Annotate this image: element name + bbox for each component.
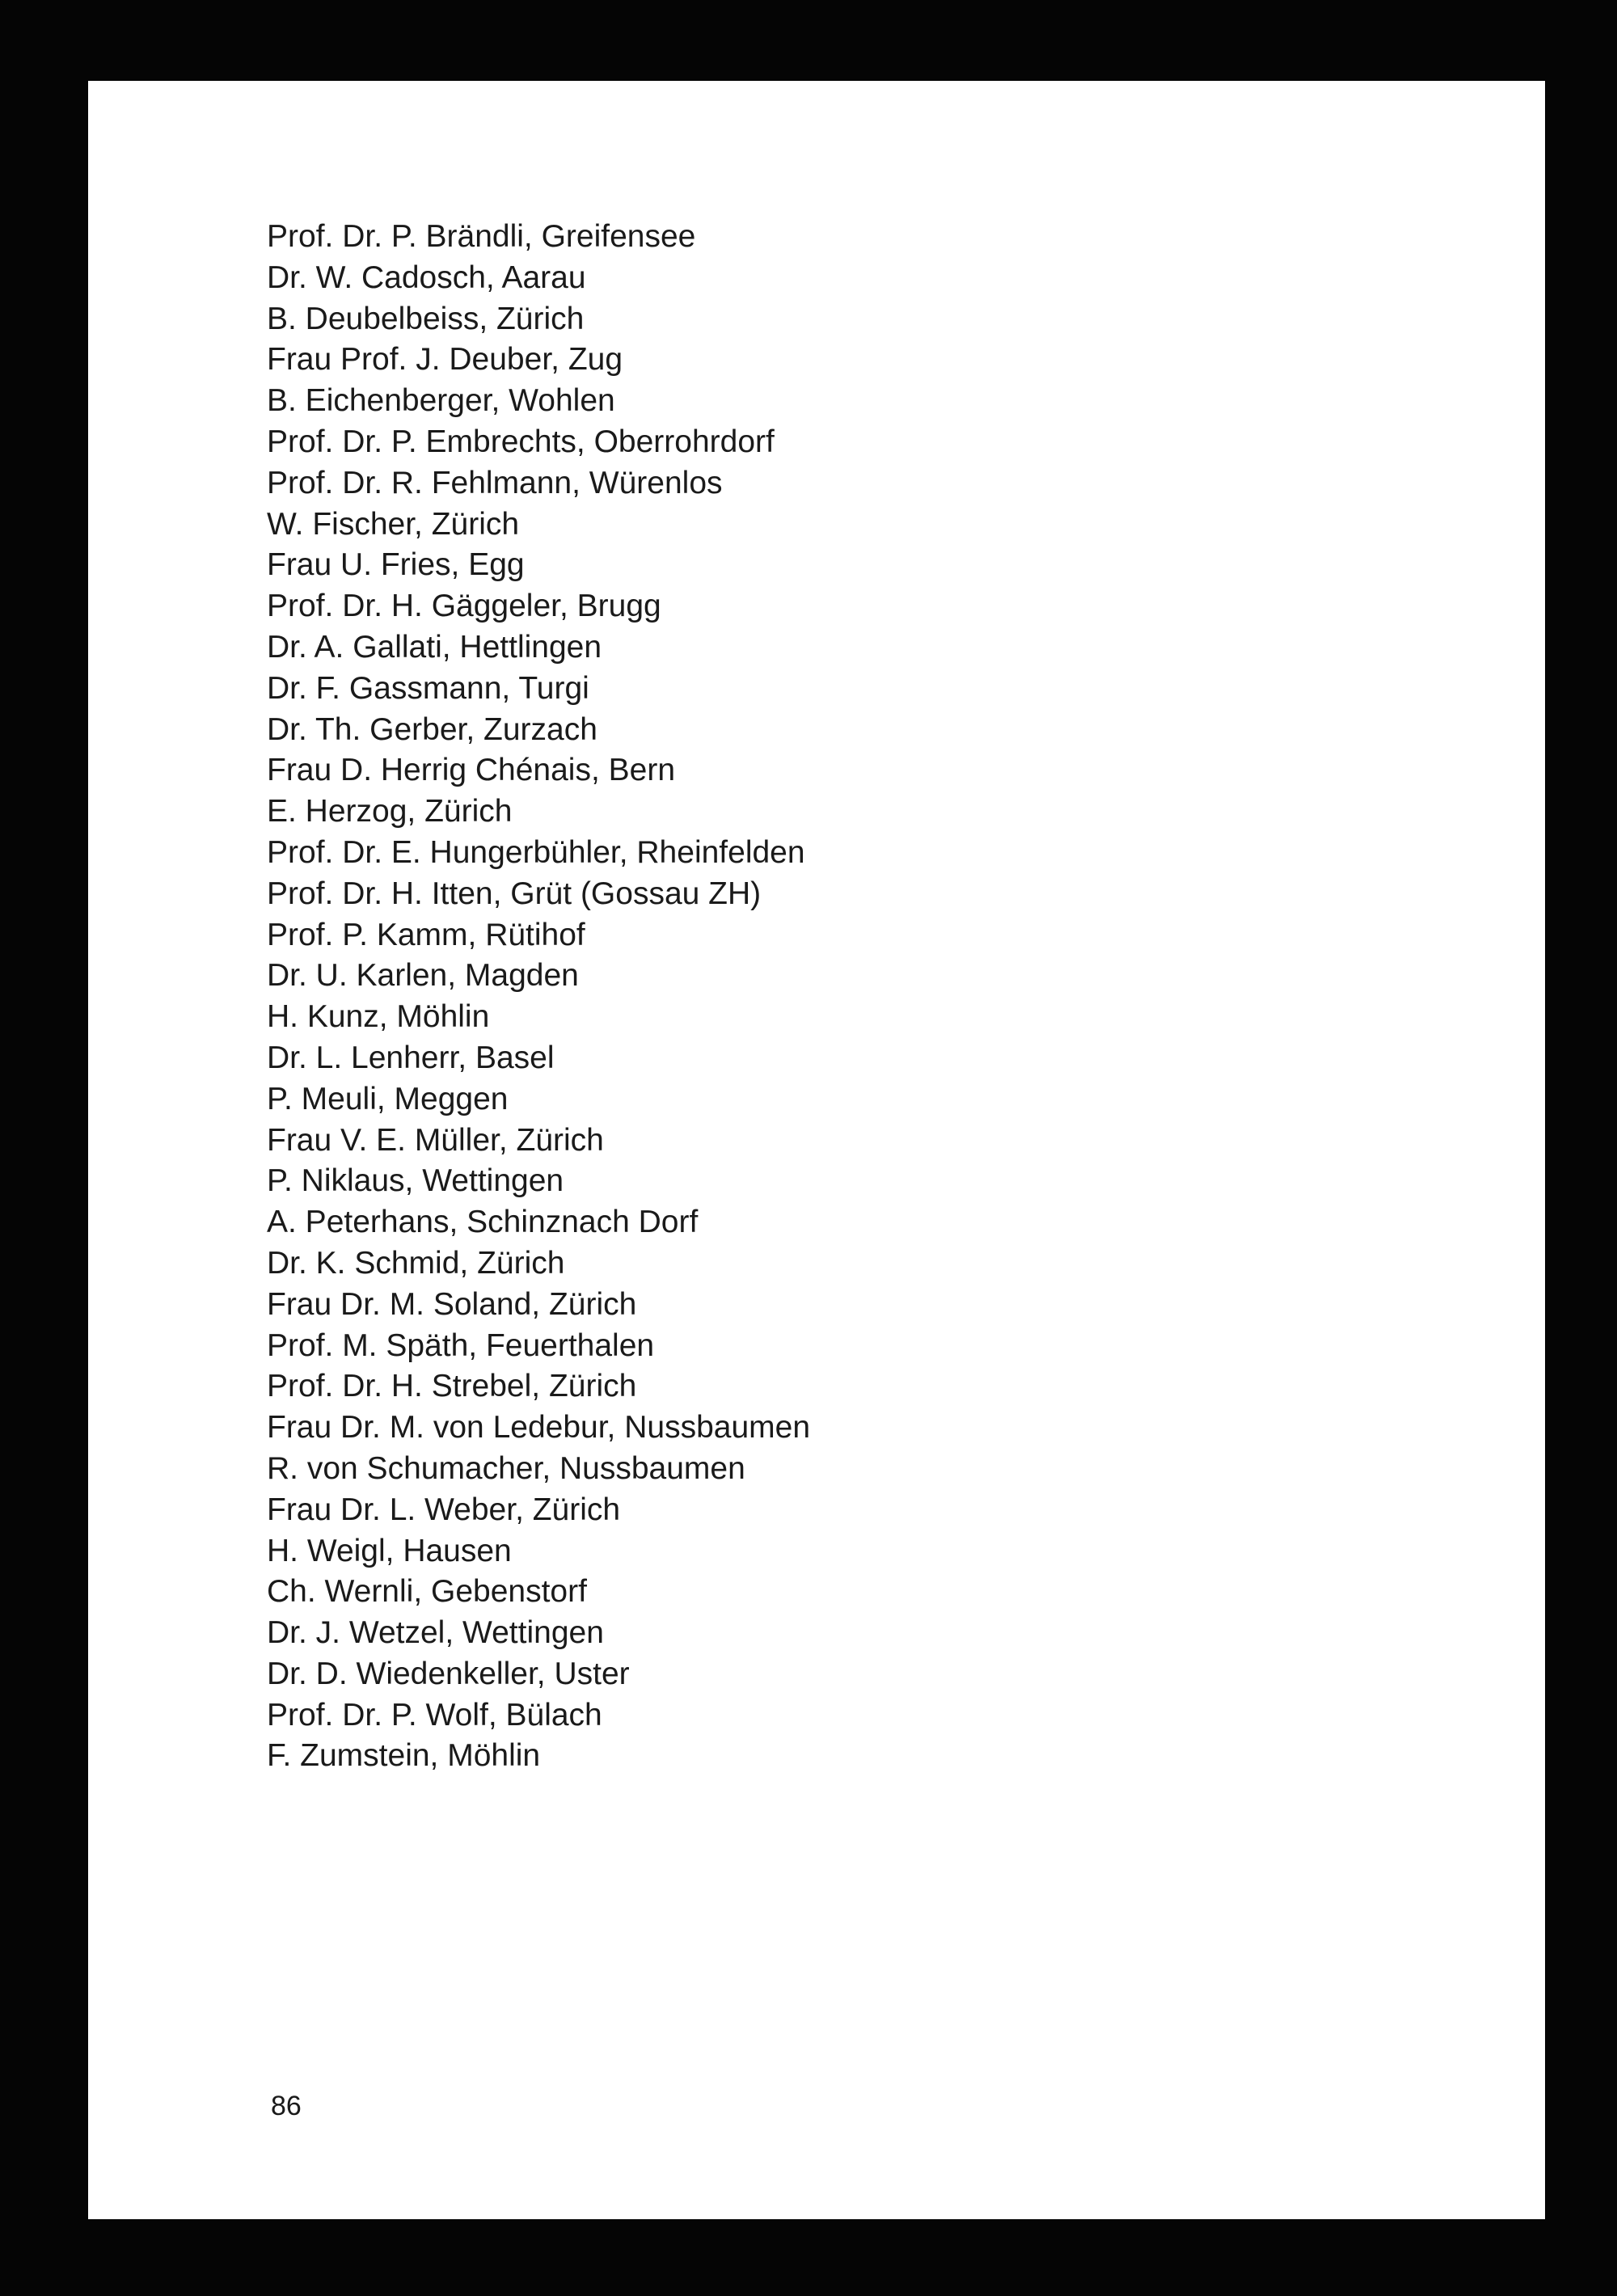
list-item: Dr. U. Karlen, Magden — [267, 958, 579, 994]
list-item: Prof. Dr. P. Embrechts, Oberrohrdorf — [267, 424, 775, 459]
list-item: Frau Dr. L. Weber, Zürich — [267, 1492, 621, 1527]
list-item: H. Kunz, Möhlin — [267, 999, 490, 1035]
list-item: Prof. Dr. H. Gäggeler, Brugg — [267, 589, 661, 624]
list-item: B. Eichenberger, Wohlen — [267, 383, 615, 419]
list-item: Prof. Dr. H. Itten, Grüt (Gossau ZH) — [267, 876, 762, 911]
list-item: Prof. Dr. E. Hungerbühler, Rheinfelden — [267, 834, 805, 870]
list-item: H. Weigl, Hausen — [267, 1533, 512, 1568]
name-list — [267, 217, 810, 1777]
list-item: Dr. W. Cadosch, Aarau — [267, 260, 586, 295]
list-item: Prof. M. Späth, Feuerthalen — [267, 1327, 655, 1363]
list-item: R. von Schumacher, Nussbaumen — [267, 1450, 745, 1486]
list-item: P. Niklaus, Wettingen — [267, 1163, 564, 1199]
list-item: Dr. J. Wetzel, Wettingen — [267, 1615, 604, 1651]
list-item: P. Meuli, Meggen — [267, 1081, 509, 1116]
list-item: W. Fischer, Zürich — [267, 506, 520, 542]
list-item: Dr. D. Wiedenkeller, Uster — [267, 1656, 630, 1691]
list-item: Frau Dr. M. von Ledebur, Nussbaumen — [267, 1410, 811, 1446]
list-item: Frau D. Herrig Chénais, Bern — [267, 753, 676, 788]
document-page — [88, 81, 1545, 2219]
list-item: Frau V. E. Müller, Zürich — [267, 1122, 604, 1158]
list-item: Dr. L. Lenherr, Basel — [267, 1040, 555, 1075]
list-item: Dr. K. Schmid, Zürich — [267, 1245, 565, 1281]
list-item: F. Zumstein, Möhlin — [267, 1738, 541, 1774]
list-item: Prof. Dr. P. Wolf, Bülach — [267, 1697, 602, 1733]
list-item: Prof. Dr. P. Brändli, Greifensee — [267, 219, 696, 254]
page-number: 86 — [271, 2091, 302, 2121]
list-item: Prof. Dr. H. Strebel, Zürich — [267, 1369, 637, 1404]
list-item: Dr. F. Gassmann, Turgi — [267, 670, 589, 706]
list-item: Dr. Th. Gerber, Zurzach — [267, 711, 597, 747]
list-item: Dr. A. Gallati, Hettlingen — [267, 629, 602, 665]
list-item: E. Herzog, Zürich — [267, 794, 513, 829]
list-item: A. Peterhans, Schinznach Dorf — [267, 1205, 699, 1240]
list-item: Frau Dr. M. Soland, Zürich — [267, 1286, 637, 1322]
list-item: B. Deubelbeiss, Zürich — [267, 301, 585, 336]
list-item: Prof. P. Kamm, Rütihof — [267, 917, 585, 952]
list-item: Frau U. Fries, Egg — [267, 547, 525, 583]
list-item: Ch. Wernli, Gebenstorf — [267, 1574, 587, 1610]
list-item: Frau Prof. J. Deuber, Zug — [267, 342, 623, 378]
list-item: Prof. Dr. R. Fehlmann, Würenlos — [267, 465, 723, 500]
